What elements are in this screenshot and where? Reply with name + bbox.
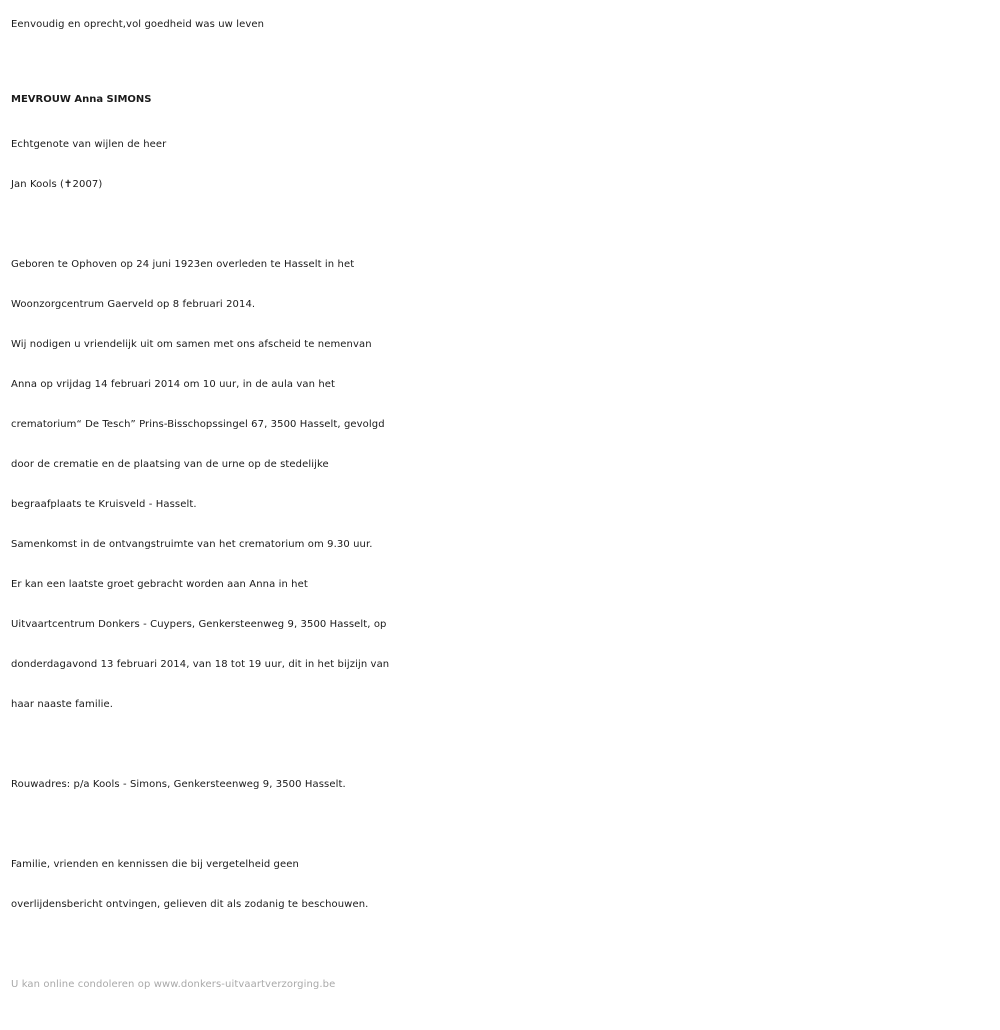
spacer — [11, 805, 996, 845]
spacer — [11, 925, 996, 965]
deceased-name: MEVROUW Anna SIMONS — [11, 94, 152, 105]
spouse-name-line: Jan Kools (✝2007) — [11, 179, 103, 190]
body-line: door de crematie en de plaatsing van de urne op de stedelijke — [11, 459, 329, 470]
body-line: crematorium“ De Tesch” Prins-Bisschopssingel 67, 3500 Hasselt, gevolgd — [11, 419, 385, 430]
notice-line: Familie, vrienden en kennissen die bij vergetelheid geen — [11, 859, 299, 870]
spouse-line: Echtgenote van wijlen de heer — [11, 139, 167, 150]
motto-text: Eenvoudig en oprecht,vol goedheid was uw leven — [11, 19, 265, 30]
body-line: begraafplaats te Kruisveld - Hasselt. — [11, 499, 197, 510]
body-line: Samenkomst in de ontvangstruimte van het crematorium om 9.30 uur. — [11, 539, 373, 550]
body-line: Geboren te Ophoven op 24 juni 1923en overleden te Hasselt in het — [11, 259, 355, 270]
body-line: haar naaste familie. — [11, 699, 113, 710]
condolence-footer: U kan online condoleren op www.donkers-uitvaartverzorging.be — [11, 979, 336, 990]
body-line: donderdagavond 13 februari 2014, van 18 tot 19 uur, dit in het bijzijn van — [11, 659, 390, 670]
body-line: Er kan een laatste groet gebracht worden aan Anna in het — [11, 579, 308, 590]
body-line: Anna op vrijdag 14 februari 2014 om 10 uur, in de aula van het — [11, 379, 336, 390]
notice-line: overlijdensbericht ontvingen, gelieven dit als zodanig te beschouwen. — [11, 899, 369, 910]
mourning-address: Rouwadres: p/a Kools - Simons, Genkersteenweg 9, 3500 Hasselt. — [11, 779, 346, 790]
spacer — [11, 725, 996, 765]
body-line: Uitvaartcentrum Donkers - Cuypers, Genkersteenweg 9, 3500 Hasselt, op — [11, 619, 387, 630]
body-line: Wij nodigen u vriendelijk uit om samen met ons afscheid te nemenvan — [11, 339, 372, 350]
obituary-card — [11, 0, 996, 1005]
spacer — [11, 205, 996, 245]
body-line: Woonzorgcentrum Gaerveld op 8 februari 2014. — [11, 299, 256, 310]
